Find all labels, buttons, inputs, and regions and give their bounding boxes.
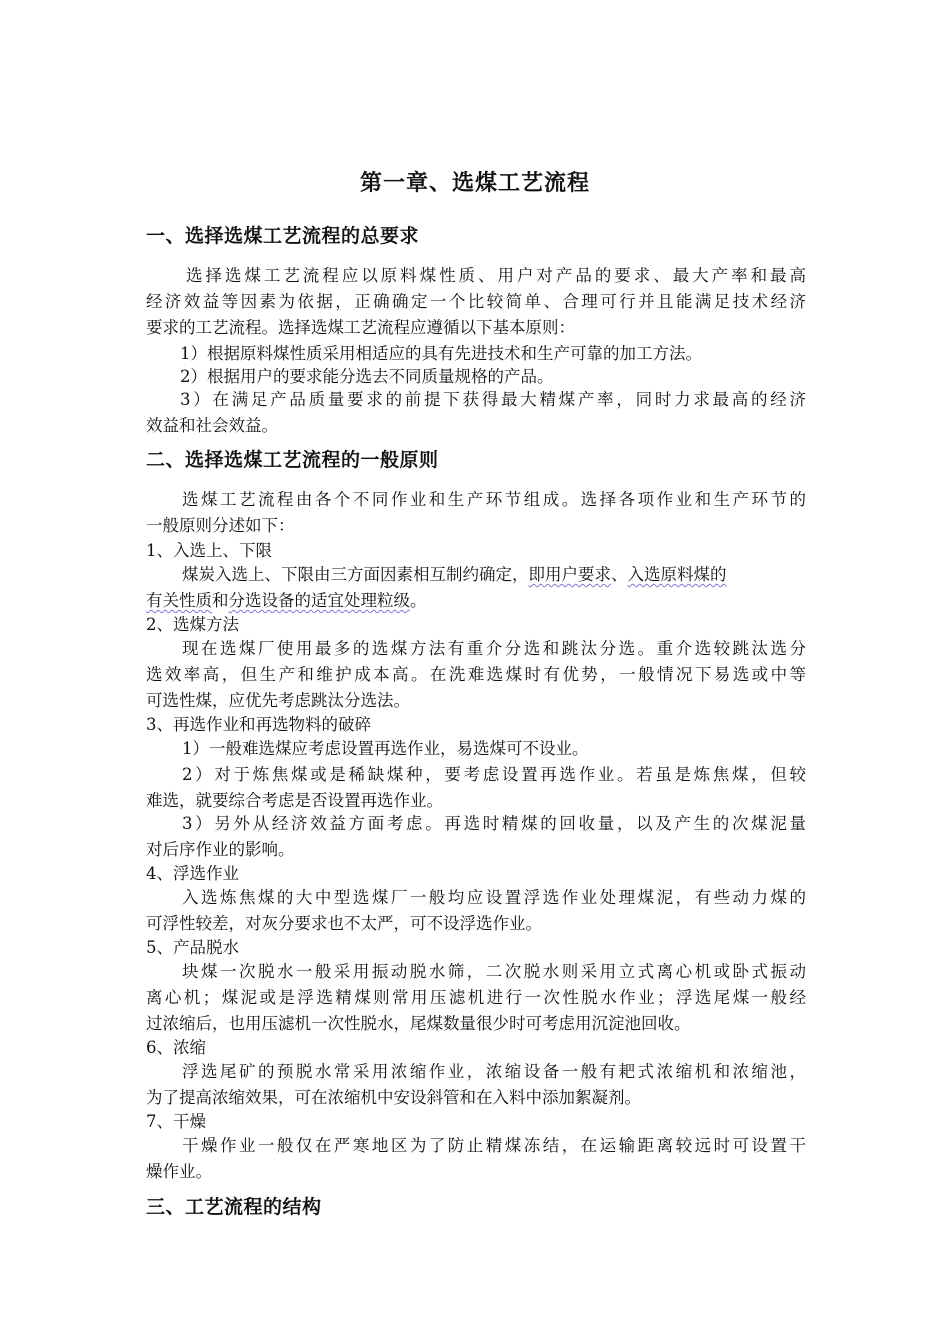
section-3-heading: 三、工艺流程的结构 [146, 1196, 322, 1218]
item-2-line-2: 选效率高，但生产和维护成本高。在洗难选煤时有优势，一般情况下易选或中等 [146, 665, 806, 684]
item-7-line-1: 干燥作业一般仅在严寒地区为了防止精煤冻结，在运输距离较远时可设置干 [182, 1136, 806, 1155]
item-5-line-1: 块煤一次脱水一般采用振动脱水筛，二次脱水则采用立式离心机或卧式振动 [182, 962, 806, 981]
item-2-title: 2、选煤方法 [146, 615, 239, 634]
chapter-title: 第一章、选煤工艺流程 [359, 171, 590, 196]
section-2-heading: 二、选择选煤工艺流程的一般原则 [146, 449, 439, 471]
item-1-text-end: 。 [410, 591, 427, 610]
s2-intro-line-2: 一般原则分述如下： [146, 516, 295, 535]
item-2-line-1: 现在选煤厂使用最多的选煤方法有重介分选和跳汰分选。重介选较跳汰选分 [182, 639, 806, 658]
item-1-line-2 [146, 588, 427, 614]
item-1-text-sep: 、 [611, 565, 628, 584]
item-1-line-1 [182, 562, 727, 588]
item-4-line-2: 可浮性较差，对灰分要求也不太严，可不设浮选作业。 [146, 914, 542, 933]
item-4-title: 4、浮选作业 [146, 864, 239, 883]
item-7-title: 7、干燥 [146, 1112, 206, 1131]
item-3-title: 3、再选作业和再选物料的破碎 [146, 715, 371, 734]
item-3-rule-1: 1）一般难选煤应考虑设置再选作业，易选煤可不设业。 [182, 739, 589, 758]
item-6-title: 6、浓缩 [146, 1038, 206, 1057]
item-2-line-3: 可选性煤，应优先考虑跳汰分选法。 [146, 691, 410, 710]
item-1-text-and: 和 [212, 591, 229, 610]
s1-rule-1: 1）根据原料煤性质采用相适应的具有先进技术和生产可靠的加工方法。 [180, 344, 702, 363]
item-6-line-2: 为了提高浓缩效果，可在浓缩机中安设斜管和在入料中添加絮凝剂。 [146, 1088, 641, 1107]
item-3-rule-3-line-2: 对后序作业的影响。 [146, 840, 295, 859]
item-4-line-1: 入选炼焦煤的大中型选煤厂一般均应设置浮选作业处理煤泥，有些动力煤的 [182, 888, 806, 907]
s1-paragraph-line-1: 选择选煤工艺流程应以原料煤性质、用户对产品的要求、最大产率和最高 [186, 266, 806, 285]
s1-paragraph-line-2: 经济效益等因素为依据，正确确定一个比较简单、合理可行并且能满足技术经济 [146, 292, 806, 311]
item-3-rule-3-line-1: 3）另外从经济效益方面考虑。再选时精煤的回收量，以及产生的次煤泥量 [182, 814, 806, 833]
s1-paragraph-line-3: 要求的工艺流程。选择选煤工艺流程应遵循以下基本原则： [146, 318, 575, 337]
item-1-properties: 有关性质 [146, 591, 212, 610]
item-1-size-range: 分选设备的适宜处理粒级 [228, 591, 410, 610]
item-7-line-2: 燥作业。 [146, 1162, 212, 1181]
item-5-line-3: 过浓缩后，也用压滤机一次性脱水，尾煤数量很少时可考虑用沉淀池回收。 [146, 1014, 691, 1033]
s2-intro-line-1: 选煤工艺流程由各个不同作业和生产环节组成。选择各项作业和生产环节的 [182, 490, 806, 509]
item-1-raw-coal: 入选原料煤的 [627, 565, 727, 584]
item-5-title: 5、产品脱水 [146, 938, 239, 957]
item-5-line-2: 离心机；煤泥或是浮选精煤则常用压滤机进行一次性脱水作业；浮选尾煤一般经 [146, 988, 806, 1007]
s1-rule-3-line-2: 效益和社会效益。 [146, 416, 278, 435]
s1-rule-3-line-1: 3）在满足产品质量要求的前提下获得最大精煤产率，同时力求最高的经济 [180, 390, 806, 409]
s1-rule-2: 2）根据用户的要求能分选去不同质量规格的产品。 [180, 367, 554, 386]
section-1-heading: 一、选择选煤工艺流程的总要求 [146, 225, 420, 247]
item-3-rule-2-line-1: 2）对于炼焦煤或是稀缺煤种，要考虑设置再选作业。若虽是炼焦煤，但较 [182, 765, 806, 784]
item-1-user-requirement: 即用户要求 [528, 565, 611, 584]
item-1-text-a: 煤炭入选上、下限由三方面因素相互制约确定， [182, 565, 529, 584]
item-1-title: 1、入选上、下限 [146, 541, 272, 560]
item-3-rule-2-line-2: 难选，就要综合考虑是否设置再选作业。 [146, 791, 443, 810]
item-6-line-1: 浮选尾矿的预脱水常采用浓缩作业，浓缩设备一般有耙式浓缩机和浓缩池， [182, 1062, 806, 1081]
